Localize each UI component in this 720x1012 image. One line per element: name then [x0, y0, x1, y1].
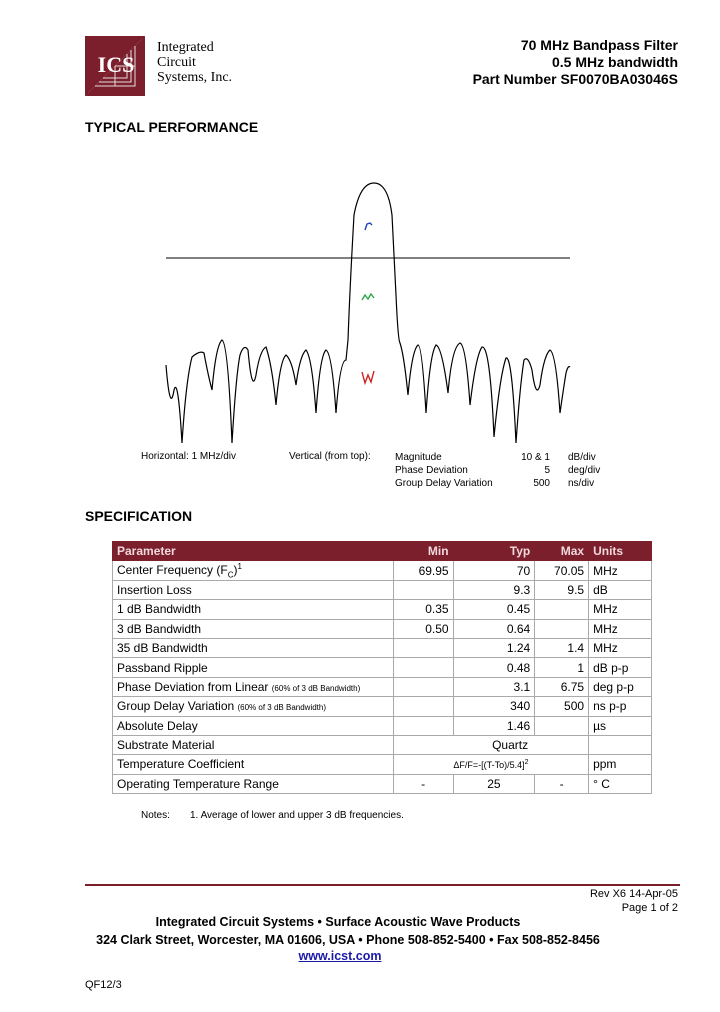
table-row	[113, 638, 652, 657]
param-cell: 35 dB Bandwidth	[113, 638, 394, 657]
param-cell: Substrate Material	[113, 735, 394, 754]
company-logo	[85, 36, 145, 96]
typ-cell: 0.45	[453, 600, 535, 619]
form-code: QF12/3	[85, 979, 122, 991]
min-cell	[393, 580, 453, 599]
max-cell: 1.4	[535, 638, 589, 657]
table-row	[113, 677, 652, 696]
website-link[interactable]: www.icst.com	[298, 949, 382, 963]
footer-address: 324 Clark Street, Worcester, MA 01606, USA • Phone 508-852-5400 • Fax 508-852-8456	[96, 933, 600, 947]
typ-cell: 3.1	[453, 677, 535, 696]
min-cell: 0.35	[393, 600, 453, 619]
logo-letters: ICS	[97, 52, 135, 77]
typ-cell: 0.64	[453, 619, 535, 638]
unit-cell	[589, 735, 652, 754]
table-row	[113, 561, 652, 580]
magnitude-zoom-trace	[365, 223, 372, 230]
table-header-row	[113, 542, 652, 561]
table-row	[113, 697, 652, 716]
specification-table	[112, 541, 652, 794]
revision-info	[590, 887, 678, 915]
min-cell: -	[393, 774, 453, 793]
table-row	[113, 774, 652, 793]
vertical-scale-label: Vertical (from top):	[289, 451, 371, 462]
scale-unit: deg/div	[568, 465, 601, 476]
table-row	[113, 735, 652, 754]
scale-row	[395, 464, 635, 477]
unit-cell: ° C	[589, 774, 652, 793]
title-line2: 0.5 MHz bandwidth	[552, 54, 678, 70]
max-cell	[535, 716, 589, 735]
scale-unit: dB/div	[568, 452, 596, 463]
scale-name: Group Delay Variation	[395, 478, 493, 489]
min-cell: 69.95	[393, 561, 453, 580]
column-header: Parameter	[113, 542, 394, 561]
typ-cell: 9.3	[453, 580, 535, 599]
company-name-line3: Systems, Inc.	[157, 70, 233, 85]
max-cell: 70.05	[535, 561, 589, 580]
typ-cell: 70	[453, 561, 535, 580]
max-cell: 1	[535, 658, 589, 677]
horizontal-scale: Horizontal: 1 MHz/div	[141, 451, 237, 462]
max-cell: 6.75	[535, 677, 589, 696]
max-cell: 9.5	[535, 580, 589, 599]
table-row	[113, 619, 652, 638]
table-row	[113, 716, 652, 735]
param-cell: Phase Deviation from Linear (60% of 3 dB Bandwidth)	[113, 677, 394, 696]
min-cell: 0.50	[393, 619, 453, 638]
column-header: Units	[589, 542, 652, 561]
unit-cell: µs	[589, 716, 652, 735]
column-header: Min	[393, 542, 453, 561]
table-row	[113, 755, 652, 774]
formula-cell: $\Delta F/F=-[(T-To)/5.4]^2$	[393, 755, 588, 774]
scale-row	[395, 477, 635, 490]
typ-cell: 340	[453, 697, 535, 716]
footer-company: Integrated Circuit Systems • Surface Acoustic Wave Products	[155, 915, 521, 929]
unit-cell: MHz	[589, 638, 652, 657]
footer-url-wrap	[0, 949, 700, 963]
column-header: Typ	[453, 542, 535, 561]
vertical-scale-table	[395, 451, 635, 490]
min-cell	[393, 697, 453, 716]
notes-label: Notes:	[141, 810, 170, 821]
scale-unit: ns/div	[568, 478, 595, 489]
column-header: Max	[535, 542, 589, 561]
scale-value: 500	[533, 478, 550, 489]
page-number: Page 1 of 2	[621, 902, 678, 914]
scale-row	[395, 451, 635, 464]
typ-cell: 1.24	[453, 638, 535, 657]
typ-cell: 1.46	[453, 716, 535, 735]
param-cell: 3 dB Bandwidth	[113, 619, 394, 638]
param-cell: Passband Ripple	[113, 658, 394, 677]
scale-name: Phase Deviation	[395, 465, 468, 476]
document-title	[473, 37, 678, 88]
company-name	[157, 40, 232, 85]
scale-value: 5	[544, 465, 550, 476]
max-cell	[535, 619, 589, 638]
title-line1: 70 MHz Bandpass Filter	[520, 37, 678, 53]
ics-logo-icon	[85, 36, 145, 96]
param-cell: Operating Temperature Range	[113, 774, 394, 793]
scale-value: 10 & 1	[521, 452, 550, 463]
scale-name: Magnitude	[395, 452, 442, 463]
unit-cell: ppm	[589, 755, 652, 774]
unit-cell: dB	[589, 580, 652, 599]
param-cell: 1 dB Bandwidth	[113, 600, 394, 619]
magnitude-trace	[166, 183, 570, 443]
min-cell	[393, 638, 453, 657]
param-cell: Group Delay Variation (60% of 3 dB Bandwidth)	[113, 697, 394, 716]
group-delay-trace	[362, 371, 374, 383]
unit-cell: deg p-p	[589, 677, 652, 696]
footer-divider	[85, 884, 680, 886]
part-number: Part Number SF0070BA03046S	[472, 71, 678, 87]
param-cell: Insertion Loss	[113, 580, 394, 599]
table-row	[113, 658, 652, 677]
unit-cell: MHz	[589, 600, 652, 619]
span-cell: Quartz	[393, 735, 588, 754]
company-name-line2: Circuit	[157, 55, 196, 70]
phase-trace	[362, 294, 374, 300]
unit-cell: MHz	[589, 561, 652, 580]
typ-cell: 25	[453, 774, 535, 793]
max-cell	[535, 600, 589, 619]
max-cell: -	[535, 774, 589, 793]
typ-cell: 0.48	[453, 658, 535, 677]
min-cell	[393, 658, 453, 677]
min-cell	[393, 677, 453, 696]
unit-cell: ns p-p	[589, 697, 652, 716]
note-item: 1. Average of lower and upper 3 dB frequencies.	[190, 810, 404, 821]
table-row	[113, 580, 652, 599]
company-name-line1: Integrated	[157, 40, 214, 55]
max-cell: 500	[535, 697, 589, 716]
filter-response-graph	[160, 175, 580, 450]
unit-cell: MHz	[589, 619, 652, 638]
min-cell	[393, 716, 453, 735]
param-cell: Center Frequency $(F_C)^1$	[113, 561, 394, 580]
param-cell: Temperature Coefficient	[113, 755, 394, 774]
response-plot	[160, 175, 580, 450]
typical-performance-heading: TYPICAL PERFORMANCE	[85, 119, 259, 135]
table-row	[113, 600, 652, 619]
revision: Rev X6 14-Apr-05	[589, 888, 678, 900]
param-cell: Absolute Delay	[113, 716, 394, 735]
unit-cell: dB p-p	[589, 658, 652, 677]
specification-heading: SPECIFICATION	[85, 508, 193, 524]
